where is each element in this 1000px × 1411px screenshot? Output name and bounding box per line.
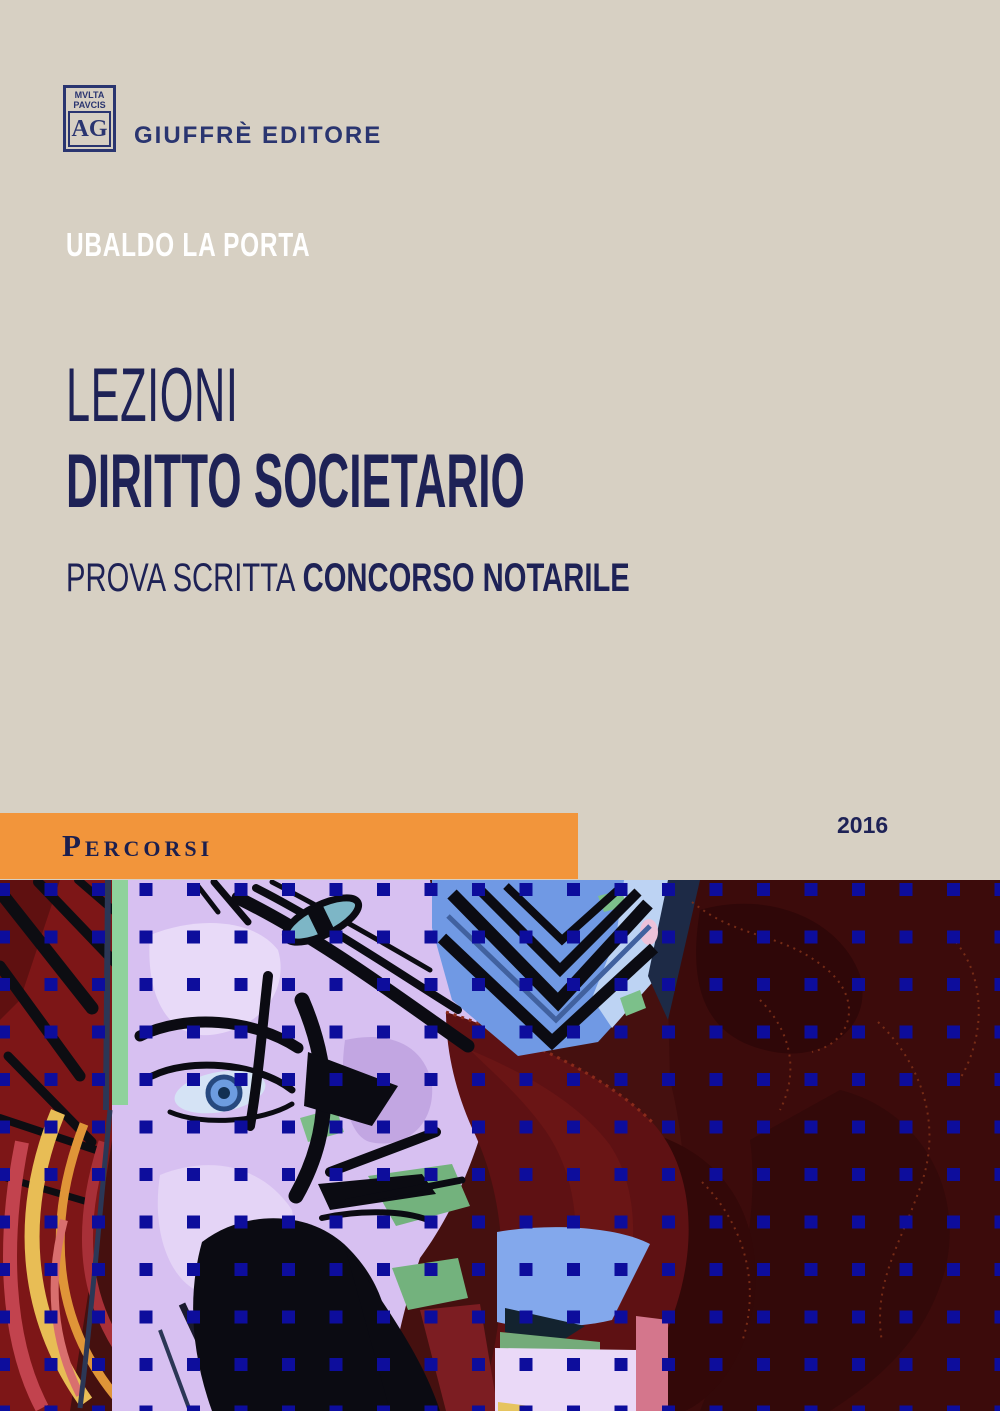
series-name: Percorsi [62,828,214,863]
logo-motto [68,90,111,110]
subtitle [66,556,630,601]
dot-grid-overlay [0,880,1000,1411]
subtitle-regular: PROVA SCRITTA [66,556,296,600]
series-band [0,813,578,879]
author-name: UBALDO LA PORTA [66,226,311,263]
publisher-name: GIUFFRÈ EDITORE [134,122,383,149]
title-line-2: DIRITTO SOCIETARIO [66,439,525,524]
edition-year: 2016 [837,812,889,838]
cover-artwork [0,880,1000,1411]
giuffre-logo-icon [63,85,116,152]
logo-motto-line2: PAVCIS [73,100,106,110]
logo-motto-line1: MVLTA [74,90,105,100]
subtitle-bold: CONCORSO NOTARILE [302,556,630,600]
logo-initials: AG [68,111,111,147]
title-line-1: LEZIONI [66,353,239,438]
cover-artwork-svg [0,880,1000,1411]
